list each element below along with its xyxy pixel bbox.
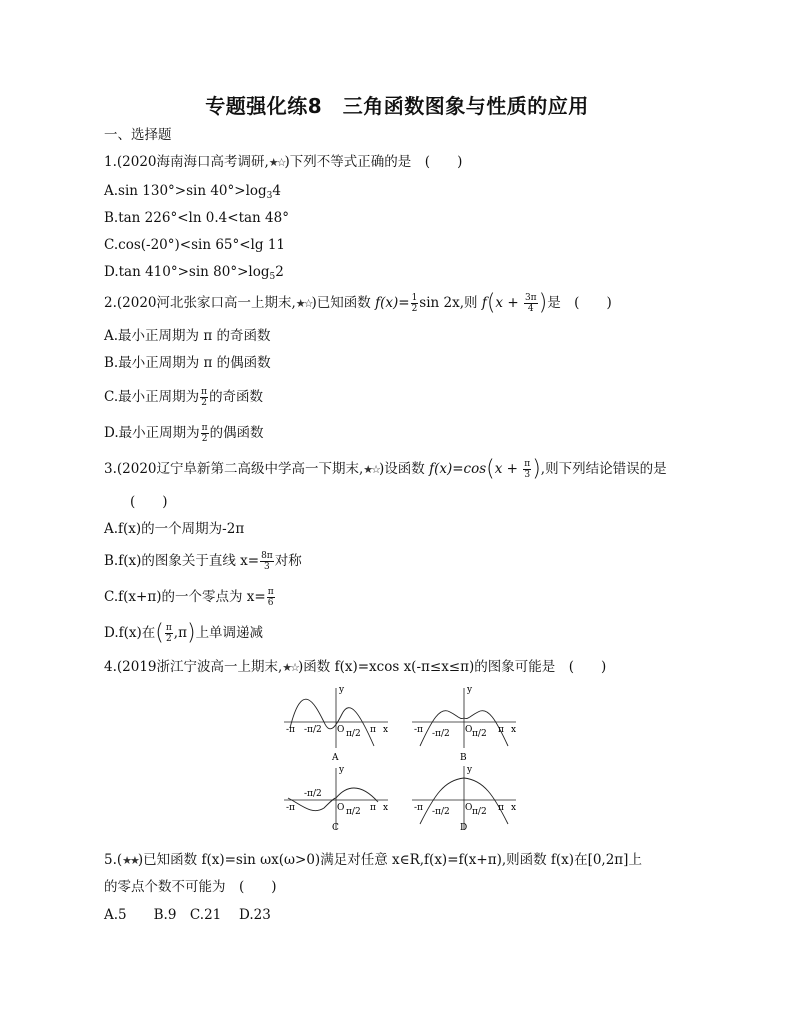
fraction: $\frac{\pi}{2}$ (201, 387, 208, 408)
question-3-stem: 3.(2020辽宁阜新第二高级中学高一下期末,★☆)设函数 f(x)=cos(x + $\frac{\pi}{3}$ ),则下列结论错误的是 (104, 456, 667, 482)
svg-text:π/2: π/2 (346, 729, 361, 739)
question-1-option-b: B.tan 226°<ln 0.4<tan 48° (104, 210, 289, 226)
svg-text:π: π (498, 803, 504, 813)
question-2-option-c: C.最小正周期为 $\frac{\pi}{2}$ 的奇函数 (104, 387, 264, 408)
svg-text:-π/2: -π/2 (304, 725, 322, 735)
question-2-stem: 2.(2020河北张家口高一上期末,★☆)已知函数 f(x)= $\frac{1}{2}$ sin 2x,则 f(x + $\frac{3\pi}{4}$ )是 ( ) (104, 290, 612, 316)
curve (290, 699, 374, 746)
difficulty-star-icon: ★☆ (268, 156, 285, 169)
svg-text:-π/2: -π/2 (432, 807, 450, 817)
question-3-answer-bracket: ( ) (130, 494, 168, 510)
fraction: $\frac{3\pi}{4}$ (524, 293, 537, 314)
svg-text:D: D (460, 823, 468, 833)
svg-text:O: O (465, 803, 473, 813)
svg-text:y: y (339, 685, 345, 695)
svg-text:y: y (467, 765, 473, 775)
svg-text:π: π (370, 725, 376, 735)
fraction: $\frac{\pi}{6}$ (267, 587, 274, 608)
difficulty-star-icon: ★★ (122, 854, 138, 867)
svg-text:A: A (332, 753, 339, 763)
svg-text:x: x (511, 803, 517, 813)
question-5-stem: 5.(★★)已知函数 f(x)=sin ωx(ω>0)满足对任意 x∈R,f(x)=f(x+π),则函数 f(x)在[0,2π]上 (104, 852, 642, 868)
graph-d (412, 765, 516, 833)
question-3-option-b: B.f(x)的图象关于直线 x= $\frac{8\pi}{3}$ 对称 (104, 551, 302, 572)
question-2-option-d: D.最小正周期为 $\frac{\pi}{2}$ 的偶函数 (104, 423, 264, 444)
question-3-option-a: A.f(x)的一个周期为-2π (104, 521, 245, 537)
difficulty-star-icon: ★☆ (295, 297, 312, 310)
svg-text:π/2: π/2 (346, 807, 361, 817)
fraction: $\frac{\pi}{2}$ (201, 423, 208, 444)
curve (288, 788, 378, 811)
svg-text:O: O (465, 725, 473, 735)
difficulty-star-icon: ★☆ (282, 661, 299, 674)
fraction: $\frac{8\pi}{3}$ (261, 551, 273, 572)
graph-b (412, 685, 516, 763)
question-5-options: A.5 B.9 C.21 D.23 (104, 907, 271, 923)
question-1-option-a: A.sin 130°>sin $40^\circ>\log_34$ (104, 183, 281, 201)
svg-text:x: x (383, 803, 389, 813)
svg-text:y: y (339, 765, 345, 775)
svg-text:B: B (460, 753, 467, 763)
svg-text:O: O (337, 725, 345, 735)
question-5-stem-continued: 的零点个数不可能为 ( ) (104, 879, 277, 895)
question-1-stem: 1.(2020海南海口高考调研,★☆)下列不等式正确的是 ( ) (104, 154, 463, 170)
svg-text:π: π (498, 725, 504, 735)
svg-text:C: C (332, 823, 339, 833)
question-4-stem: 4.(2019浙江宁波高一上期末,★☆)函数 f(x)=xcos x(-π≤x≤π)的图象可能是 ( ) (104, 659, 607, 675)
question-1-option-d: D.tan 410°>sin $80^\circ>\log_52$ (104, 264, 284, 282)
question-4-graphs (280, 684, 520, 834)
fraction: $\frac{\pi}{3}$ (524, 459, 531, 480)
question-1-option-c: C.cos(-20°)<sin 65°<lg 11 (104, 237, 285, 253)
svg-text:-π/2: -π/2 (304, 789, 322, 799)
svg-text:O: O (337, 803, 345, 813)
graph-c (284, 765, 388, 833)
svg-text:-π: -π (286, 725, 295, 735)
question-2-option-b: B.最小正周期为 π 的偶函数 (104, 355, 271, 371)
fraction: $\frac{1}{2}$ (411, 293, 418, 314)
fraction: $\frac{\pi}{2}$ (165, 623, 172, 644)
graph-a (284, 685, 388, 763)
svg-text:π/2: π/2 (472, 729, 487, 739)
svg-text:π: π (370, 803, 376, 813)
svg-text:-π/2: -π/2 (432, 729, 450, 739)
question-3-option-d: D.f(x)在( $\frac{\pi}{2}$ ,π)上单调递减 (104, 620, 264, 646)
svg-text:-π: -π (414, 803, 423, 813)
svg-text:y: y (467, 685, 473, 695)
section-heading: 一、选择题 (104, 127, 172, 143)
svg-text:x: x (383, 725, 389, 735)
svg-text:x: x (511, 725, 517, 735)
question-2-option-a: A.最小正周期为 π 的奇函数 (104, 328, 271, 344)
question-3-option-c: C.f(x+π)的一个零点为 x= $\frac{\pi}{6}$ (104, 587, 274, 608)
svg-text:π/2: π/2 (472, 807, 487, 817)
page-title: 专题强化练8 三角函数图象与性质的应用 (205, 94, 589, 118)
svg-text:-π: -π (286, 803, 295, 813)
svg-text:-π: -π (414, 725, 423, 735)
difficulty-star-icon: ★☆ (363, 463, 380, 476)
